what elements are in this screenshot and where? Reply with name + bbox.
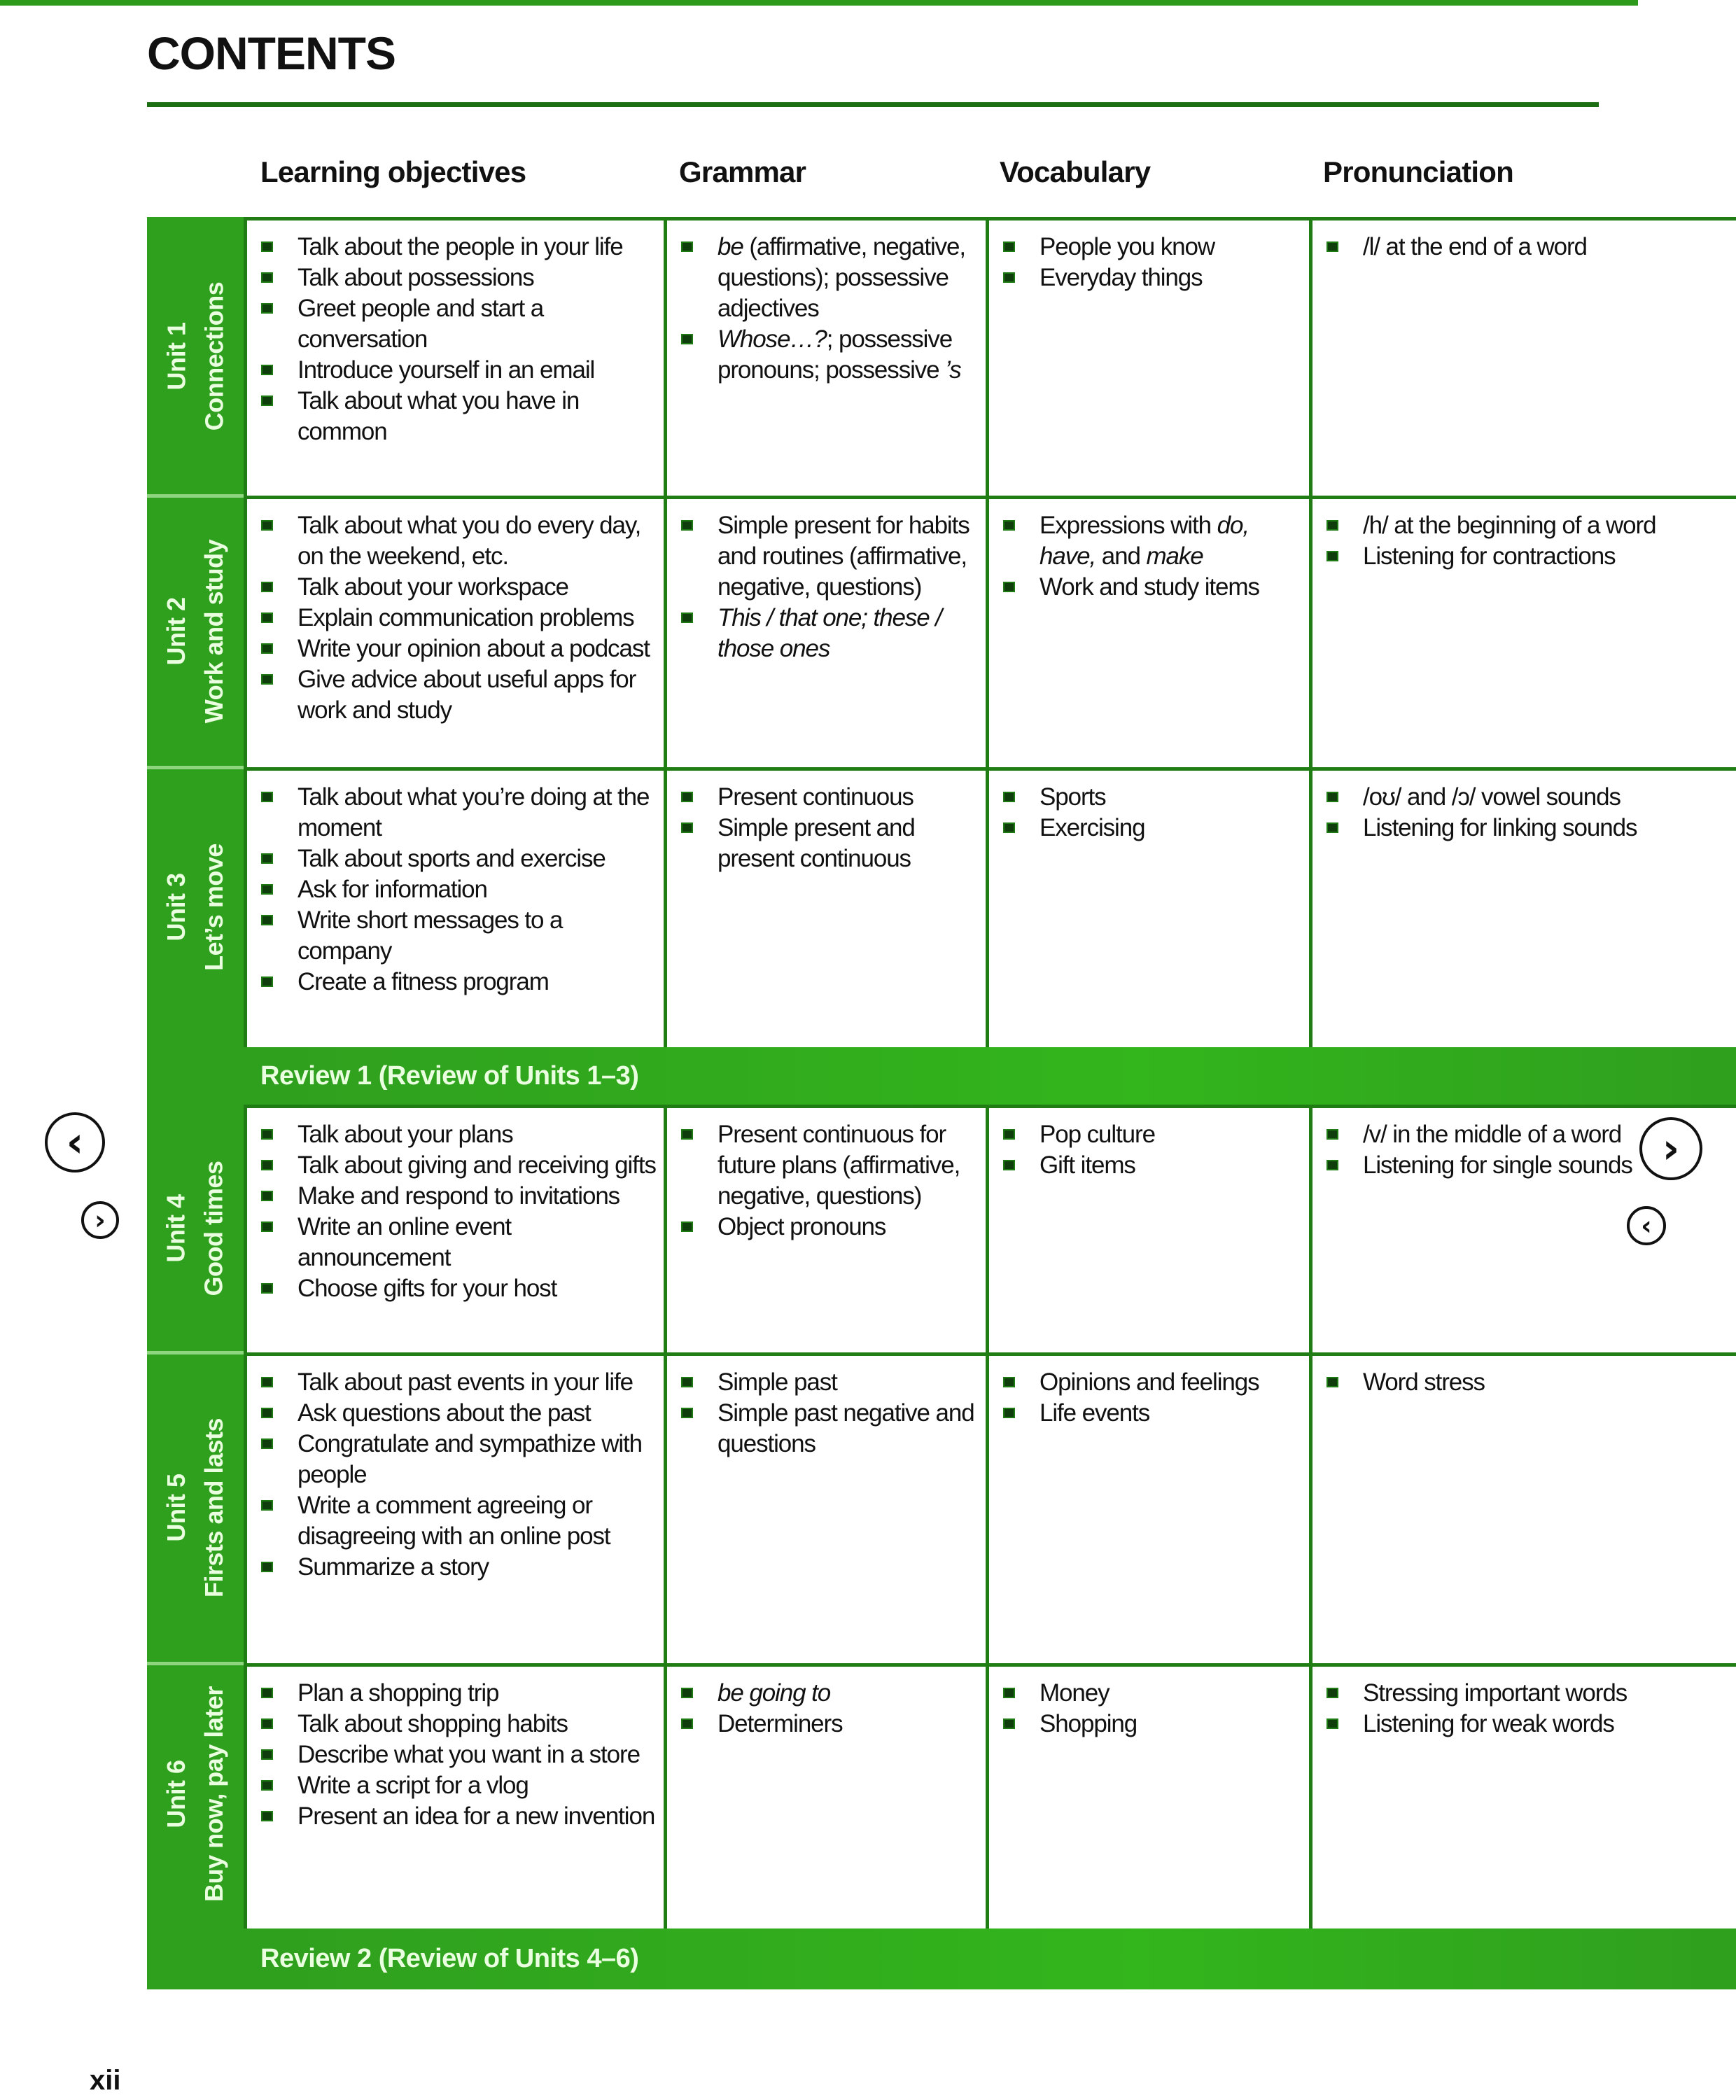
item-text: and [1096,542,1147,570]
unit-title: Good times [200,1161,228,1296]
bullet-list [681,782,979,874]
square-bullet-icon [261,1377,273,1387]
bullet-list [1003,510,1302,603]
unit-label-text [158,282,233,431]
square-bullet-icon [681,1222,693,1232]
cell-learning-objectives [244,499,664,767]
list-item [1326,510,1729,541]
table-row [244,1352,1736,1663]
square-bullet-icon [681,1377,693,1387]
italic-text: ’s [945,356,961,384]
list-item [1003,1367,1302,1398]
square-bullet-icon [261,1408,273,1418]
square-bullet-icon [1003,1160,1015,1170]
square-bullet-icon [261,976,273,987]
italic-text: make [1146,542,1203,570]
list-item [681,1678,979,1709]
item-text: Everyday things [1040,264,1203,291]
list-item [1003,510,1302,572]
bullet-list [1326,1367,1729,1398]
item-text: Write an online event announcement [298,1213,512,1271]
bullet-list [261,232,657,447]
bullet-list [261,782,657,997]
item-text: /l/ at the end of a word [1363,233,1587,260]
bullet-list [1003,1119,1302,1181]
cell-grammar [664,499,986,767]
item-text: Talk about possessions [298,264,534,291]
unit-label [147,1654,244,1934]
cell-vocabulary [986,499,1309,767]
square-bullet-icon [261,792,273,802]
list-item [681,813,979,874]
item-text: ; possessive pronouns; possessive [718,326,953,384]
list-item [261,1119,657,1150]
unit-label-text [158,844,233,971]
prev-page-small-button[interactable] [1627,1206,1666,1245]
square-bullet-icon [261,396,273,406]
square-bullet-icon [1326,1718,1338,1729]
list-item [1003,1709,1302,1740]
cell-grammar [664,771,986,1047]
square-bullet-icon [261,1160,273,1170]
list-item [261,1552,657,1583]
item-text: /oʊ/ and /ɔ/ vowel sounds [1363,783,1620,811]
list-item [261,844,657,874]
list-item [261,664,657,726]
next-page-small-button[interactable] [81,1201,119,1239]
list-item [261,1709,657,1740]
list-item [261,1678,657,1709]
bullet-list [261,1367,657,1583]
bullet-list [681,1119,979,1242]
review-2-label[interactable]: Review 2 (Review of Units 4–6) [260,1944,639,1973]
item-text: Talk about giving and receiving gifts [298,1152,656,1179]
item-text: Expressions with [1040,512,1217,539]
list-item [1326,782,1729,813]
item-text: Life events [1040,1399,1150,1427]
square-bullet-icon [261,1438,273,1449]
unit-title: Work and study [200,539,228,724]
list-item [681,782,979,813]
unit-number: Unit 4 [162,1194,190,1263]
square-bullet-icon [261,365,273,375]
list-item [261,967,657,997]
cell-pronunciation [1309,1667,1736,1928]
square-bullet-icon [1003,1129,1015,1140]
item-text: Object pronouns [718,1213,886,1240]
list-item [1003,232,1302,262]
unit-number: Unit 1 [162,322,191,391]
item-text: Write a comment agreeing or disagreeing with an online post [298,1492,610,1550]
square-bullet-icon [261,884,273,895]
cell-grammar [664,1108,986,1352]
cell-vocabulary [986,1667,1309,1928]
list-item [681,1367,979,1398]
square-bullet-icon [261,241,273,252]
square-bullet-icon [1326,1160,1338,1170]
list-item [261,355,657,386]
square-bullet-icon [261,1718,273,1729]
item-text: Write short messages to a company [298,906,563,965]
unit-title: Let’s move [200,844,229,971]
item-text: Exercising [1040,814,1145,841]
square-bullet-icon [1003,1688,1015,1698]
bullet-list [681,232,979,386]
list-item [1326,1678,1729,1709]
item-text: Money [1040,1679,1110,1707]
column-header-pronunciation: Pronunciation [1323,155,1513,188]
item-text: /h/ at the beginning of a word [1363,512,1656,539]
bullet-list [1326,782,1729,844]
square-bullet-icon [681,1718,693,1729]
square-bullet-icon [261,520,273,531]
item-text: Opinions and feelings [1040,1368,1259,1396]
item-text: Pop culture [1040,1121,1155,1148]
unit-number: Unit 5 [162,1474,190,1542]
cell-learning-objectives [244,1108,664,1352]
list-item [261,572,657,603]
cell-learning-objectives [244,1667,664,1928]
list-item [261,1429,657,1490]
item-text: Create a fitness program [298,968,549,995]
square-bullet-icon [1326,822,1338,833]
square-bullet-icon [1326,551,1338,561]
bullet-list [681,510,979,664]
bullet-list [261,1678,657,1832]
list-item [261,262,657,293]
cell-pronunciation [1309,1356,1736,1663]
square-bullet-icon [681,1408,693,1418]
item-text: Talk about past events in your life [298,1368,634,1396]
item-text: Write your opinion about a podcast [298,635,650,662]
list-item [681,510,979,603]
list-item [681,603,979,664]
item-text: Simple present and present continuous [718,814,915,872]
cell-pronunciation [1309,499,1736,767]
item-text: Listening for weak words [1363,1710,1614,1737]
item-text: Introduce yourself in an email [298,356,595,384]
list-item [681,324,979,386]
column-header-vocabulary: Vocabulary [1000,155,1151,188]
bullet-list [1003,232,1302,293]
square-bullet-icon [1003,1377,1015,1387]
table-row [244,767,1736,1047]
column-header-grammar: Grammar [679,155,806,188]
square-bullet-icon [261,853,273,864]
square-bullet-icon [1326,1688,1338,1698]
list-item [1003,1150,1302,1181]
list-item [261,1398,657,1429]
item-text: Talk about your workspace [298,573,568,601]
italic-text: do, [1217,512,1249,539]
list-item [681,1398,979,1460]
unit-label-text [158,1161,233,1296]
list-item [681,1709,979,1740]
square-bullet-icon [681,792,693,802]
square-bullet-icon [261,674,273,685]
list-item [1003,782,1302,813]
item-text: Write a script for a vlog [298,1772,528,1799]
unit-number: Unit 6 [162,1760,190,1828]
list-item [261,1490,657,1552]
bullet-list [1326,1678,1729,1740]
item-text: Shopping [1040,1710,1138,1737]
list-item [261,1770,657,1801]
item-text: Explain communication problems [298,604,634,631]
italic-text: be [718,233,743,260]
item-text: Listening for linking sounds [1363,814,1637,841]
table-row [244,1663,1736,1928]
list-item [1326,232,1729,262]
item-text: Simple past negative and questions [718,1399,974,1457]
italic-text: This / that one; these / those ones [718,604,941,662]
list-item [1326,1367,1729,1398]
unit-label [147,216,244,496]
item-text: Talk about shopping habits [298,1710,568,1737]
square-bullet-icon [1326,792,1338,802]
square-bullet-icon [1326,1129,1338,1140]
list-item [261,782,657,844]
list-item [1003,1119,1302,1150]
item-text: Gift items [1040,1152,1135,1179]
italic-text: have, [1040,542,1096,570]
square-bullet-icon [261,303,273,314]
item-text: Talk about what you have in common [298,387,580,445]
item-text: Stressing important words [1363,1679,1628,1707]
list-item [1003,1678,1302,1709]
list-item [261,634,657,664]
unit-label [147,1088,244,1368]
square-bullet-icon [1326,520,1338,531]
item-text: Simple present for habits and routines (affirmative, negative, questions) [718,512,969,601]
unit-label-text [158,1418,233,1597]
square-bullet-icon [681,1129,693,1140]
bullet-list [1003,1678,1302,1740]
item-text: /v/ in the middle of a word [1363,1121,1622,1148]
item-text: Choose gifts for your host [298,1275,557,1302]
item-text: Describe what you want in a store [298,1741,640,1768]
item-text: Greet people and start a conversation [298,295,544,353]
item-text: Present continuous [718,783,913,811]
square-bullet-icon [681,1688,693,1698]
square-bullet-icon [261,643,273,654]
list-item [681,232,979,324]
square-bullet-icon [1326,241,1338,252]
item-text: Ask for information [298,876,487,903]
unit-label-text [158,540,233,723]
square-bullet-icon [261,582,273,592]
item-text: Talk about what you do every day, on the weekend, etc. [298,512,641,570]
table-row [244,217,1736,496]
page-number: xii [90,2065,121,2096]
list-item [261,386,657,447]
list-item [261,1150,657,1181]
unit-number: Unit 2 [162,597,190,666]
cell-learning-objectives [244,220,664,496]
cell-learning-objectives [244,1356,664,1663]
square-bullet-icon [261,272,273,283]
list-item [1326,813,1729,844]
square-bullet-icon [261,1222,273,1232]
list-item [681,1119,979,1212]
bullet-list [261,1119,657,1304]
italic-text: Whose…? [718,326,827,353]
review-1-label[interactable]: Review 1 (Review of Units 1–3) [260,1060,639,1091]
bullet-list [1326,232,1729,262]
unit-title: Buy now, pay later [200,1686,228,1902]
square-bullet-icon [681,822,693,833]
square-bullet-icon [1003,272,1015,283]
bullet-list [1003,1367,1302,1429]
square-bullet-icon [261,1780,273,1791]
square-bullet-icon [261,1283,273,1294]
column-header-learning-objectives: Learning objectives [260,155,526,188]
square-bullet-icon [261,1191,273,1201]
cell-vocabulary [986,771,1309,1047]
bullet-list [261,510,657,726]
square-bullet-icon [681,612,693,623]
unit-title: Firsts and lasts [200,1418,228,1598]
cell-learning-objectives [244,771,664,1047]
unit-label-text [158,1686,233,1902]
cell-vocabulary [986,1356,1309,1663]
list-item [261,905,657,967]
cell-pronunciation [1309,771,1736,1047]
title-underline [147,102,1599,107]
item-text: Sports [1040,783,1106,811]
square-bullet-icon [261,1749,273,1760]
item-text: Summarize a story [298,1553,489,1581]
cell-grammar [664,1356,986,1663]
item-text: Congratulate and sympathize with people [298,1430,643,1488]
chevron-right-icon: › [94,1205,106,1236]
square-bullet-icon [261,1811,273,1821]
list-item [1003,1398,1302,1429]
list-item [261,603,657,634]
item-text: Work and study items [1040,573,1259,601]
item-text: Present an idea for a new invention [298,1802,655,1830]
list-item [1326,1709,1729,1740]
list-item [261,1181,657,1212]
list-item [261,1740,657,1770]
square-bullet-icon [1003,241,1015,252]
item-text: Ask questions about the past [298,1399,591,1427]
square-bullet-icon [1003,822,1015,833]
list-item [1003,262,1302,293]
prev-page-button[interactable] [45,1112,105,1172]
chevron-left-icon: ‹ [1641,1210,1652,1241]
item-text: Determiners [718,1710,843,1737]
list-item [261,1212,657,1273]
item-text: Make and respond to invitations [298,1182,620,1210]
list-item [261,1801,657,1832]
bullet-list [1326,510,1729,572]
square-bullet-icon [1003,1718,1015,1729]
list-item [681,1212,979,1242]
review-2-band[interactable] [244,1928,1736,1989]
list-item [1326,541,1729,572]
list-item [261,1367,657,1398]
square-bullet-icon [1003,1408,1015,1418]
cell-vocabulary [986,1108,1309,1352]
item-text: Plan a shopping trip [298,1679,499,1707]
square-bullet-icon [261,1500,273,1511]
square-bullet-icon [681,334,693,344]
bullet-list [681,1367,979,1460]
square-bullet-icon [681,241,693,252]
chevron-right-icon: › [1662,1124,1680,1173]
square-bullet-icon [1003,792,1015,802]
square-bullet-icon [261,612,273,623]
list-item [1003,572,1302,603]
unit-title: Connections [200,281,229,431]
item-text: (affirmative, negative, questions); possessive adjectives [718,233,966,322]
item-text: Talk about the people in your life [298,233,623,260]
square-bullet-icon [261,915,273,925]
table-row [244,496,1736,767]
item-text: People you know [1040,233,1215,260]
italic-text: be going to [718,1679,831,1707]
item-text: Present continuous for future plans (affirmative, negative, questions) [718,1121,960,1210]
square-bullet-icon [1326,1377,1338,1387]
cell-grammar [664,220,986,496]
bullet-list [681,1678,979,1740]
list-item [261,874,657,905]
page-title: CONTENTS [147,27,396,79]
square-bullet-icon [261,1562,273,1572]
item-text: Listening for contractions [1363,542,1616,570]
square-bullet-icon [1003,520,1015,531]
unit-number: Unit 3 [162,873,191,941]
bullet-list [1003,782,1302,844]
square-bullet-icon [1003,582,1015,592]
item-text: Talk about sports and exercise [298,845,606,872]
unit-label [147,1368,244,1648]
list-item [261,510,657,572]
item-text: Listening for single sounds [1363,1152,1632,1179]
chevron-left-icon: ‹ [66,1118,84,1167]
cell-pronunciation [1309,220,1736,496]
item-text: Simple past [718,1368,837,1396]
square-bullet-icon [261,1129,273,1140]
square-bullet-icon [681,520,693,531]
cell-grammar [664,1667,986,1928]
list-item [1003,813,1302,844]
item-text: Word stress [1363,1368,1485,1396]
unit-label [147,767,244,1047]
cell-vocabulary [986,220,1309,496]
top-green-rule [0,0,1638,6]
square-bullet-icon [261,1688,273,1698]
next-page-button[interactable] [1639,1117,1702,1180]
review-1-band[interactable] [244,1047,1736,1105]
list-item [261,293,657,355]
item-text: Give advice about useful apps for work and study [298,666,636,724]
table-row [244,1105,1736,1352]
list-item [261,232,657,262]
item-text: Talk about your plans [298,1121,513,1148]
unit-label [147,491,244,771]
list-item [261,1273,657,1304]
item-text: Talk about what you’re doing at the moment [298,783,650,841]
